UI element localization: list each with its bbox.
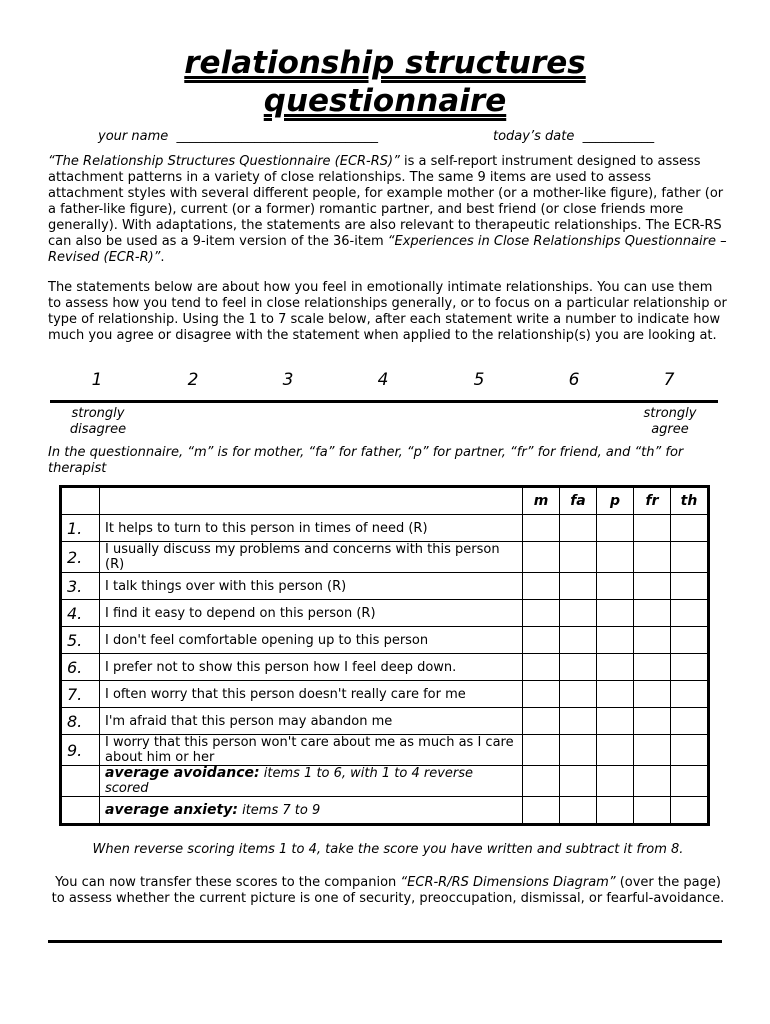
item-statement: I usually discuss my problems and concerns with this person (R) (100, 542, 523, 573)
answer-cell-fa[interactable] (560, 654, 597, 681)
anxiety-cell-fa[interactable] (560, 797, 597, 825)
average-anxiety-label: average anxiety: (105, 801, 238, 818)
column-header-p: p (597, 487, 634, 515)
intro-body: is a self-report instrument designed to assess attachment patterns in a variety of close relationships. The same 9 items are used to assess attachment styles with several different people, for example mother (or a mother-like figure), father (or a father-like figure), current (or a former) romantic partner, and best friend (or close friends more generally). With adaptations, the statements are also relevant to therapeutic relationships. The ECR-RS can also be used as a 9-item version of the 36-item (48, 154, 724, 249)
avoidance-cell-p[interactable] (597, 766, 634, 797)
scale-number-1: 1 (91, 370, 103, 390)
intro-paragraph (48, 154, 728, 266)
answer-cell-th[interactable] (671, 735, 709, 766)
answer-cell-fa[interactable] (560, 735, 597, 766)
column-header-fr: fr (634, 487, 671, 515)
answer-cell-th[interactable] (671, 708, 709, 735)
answer-cell-m[interactable] (523, 600, 560, 627)
answer-cell-fa[interactable] (560, 573, 597, 600)
table-row (61, 542, 709, 573)
scale-number-3: 3 (282, 370, 294, 390)
scale-low-anchor: strongly disagree (69, 406, 127, 437)
table-row (61, 735, 709, 766)
scale-high-anchor: strongly agree (643, 406, 697, 437)
answer-cell-p[interactable] (597, 573, 634, 600)
transfer-paragraph (48, 875, 728, 907)
item-statement: I find it easy to depend on this person (R) (100, 600, 523, 627)
header-num-cell (61, 487, 100, 515)
scale-number-2: 2 (187, 370, 199, 390)
answer-cell-p[interactable] (597, 600, 634, 627)
date-field[interactable] (493, 129, 654, 144)
answer-cell-fr[interactable] (634, 573, 671, 600)
answer-cell-th[interactable] (671, 515, 709, 542)
item-number: 3. (61, 573, 100, 600)
answer-cell-m[interactable] (523, 708, 560, 735)
scale-number-4: 4 (377, 370, 389, 390)
average-anxiety-note: items 7 to 9 (237, 802, 321, 818)
intro-ecr-ref: “Experiences in Close Relationships Questionnaire – Revised (ECR-R)” (48, 234, 727, 265)
footer-rule (48, 940, 722, 943)
answer-cell-th[interactable] (671, 573, 709, 600)
transfer-diagram-ref: “ECR-R/RS Dimensions Diagram” (400, 875, 616, 890)
answer-cell-m[interactable] (523, 627, 560, 654)
answer-cell-p[interactable] (597, 627, 634, 654)
answer-cell-th[interactable] (671, 654, 709, 681)
scale-number-6: 6 (568, 370, 580, 390)
item-statement: I don't feel comfortable opening up to this person (100, 627, 523, 654)
item-number: 4. (61, 600, 100, 627)
item-statement: I often worry that this person doesn't really care for me (100, 681, 523, 708)
average-avoidance-label-cell (100, 766, 523, 797)
answer-cell-fr[interactable] (634, 681, 671, 708)
answer-cell-m[interactable] (523, 515, 560, 542)
avoidance-cell-fr[interactable] (634, 766, 671, 797)
scale-number-5: 5 (473, 370, 485, 390)
column-header-m: m (523, 487, 560, 515)
intro-end: . (160, 250, 165, 265)
answer-cell-p[interactable] (597, 708, 634, 735)
answer-cell-m[interactable] (523, 573, 560, 600)
answer-cell-m[interactable] (523, 654, 560, 681)
table-header-row (61, 487, 709, 515)
item-number: 9. (61, 735, 100, 766)
table-row (61, 515, 709, 542)
anxiety-cell-m[interactable] (523, 797, 560, 825)
intro-title-ref: “The Relationship Structures Questionnaire (ECR-RS)” (48, 154, 400, 169)
item-number: 7. (61, 681, 100, 708)
legend-text: In the questionnaire, “m” is for mother, “fa” for father, “p” for partner, “fr” for friend, and “th” for therapist (48, 445, 684, 476)
date-blank[interactable]: ___________ (582, 129, 655, 144)
answer-cell-m[interactable] (523, 735, 560, 766)
column-header-fa: fa (560, 487, 597, 515)
title-line-1: relationship structures (184, 45, 586, 81)
instructions-paragraph: The statements below are about how you feel in emotionally intimate relationships. You can use them to assess how you tend to feel in close relationships generally, or to focus on a particular relationship or type of relationship. Using the 1 to 7 scale below, after each statement write a number to indicate how much you agree or disagree with the statement when applied to the relationship(s) you are looking at. (48, 280, 727, 343)
table-row (61, 654, 709, 681)
anxiety-cell-fr[interactable] (634, 797, 671, 825)
table-row (61, 681, 709, 708)
column-header-th: th (671, 487, 709, 515)
table-row (61, 573, 709, 600)
header-statement-cell (100, 487, 523, 515)
answer-cell-fr[interactable] (634, 515, 671, 542)
avoidance-cell-th[interactable] (671, 766, 709, 797)
average-avoidance-row (61, 766, 709, 797)
table-row (61, 627, 709, 654)
item-statement: I talk things over with this person (R) (100, 573, 523, 600)
answer-cell-fa[interactable] (560, 708, 597, 735)
average-avoidance-label: average avoidance: (105, 765, 260, 781)
item-statement: I'm afraid that this person may abandon me (100, 708, 523, 735)
empty-num-cell (61, 766, 100, 797)
transfer-part-3: (over the page) to assess whether the current picture is one of security, preoccupation, dismissal, or fearful-avoidance. (51, 875, 725, 906)
answer-cell-fr[interactable] (634, 542, 671, 573)
answer-cell-fr[interactable] (634, 708, 671, 735)
answer-cell-fa[interactable] (560, 627, 597, 654)
anxiety-cell-p[interactable] (597, 797, 634, 825)
name-label: your name (98, 129, 169, 144)
answer-cell-fa[interactable] (560, 515, 597, 542)
item-number: 5. (61, 627, 100, 654)
answer-cell-fr[interactable] (634, 735, 671, 766)
scale-number-7: 7 (663, 370, 675, 390)
answer-cell-th[interactable] (671, 681, 709, 708)
answer-cell-p[interactable] (597, 515, 634, 542)
answer-cell-fa[interactable] (560, 542, 597, 573)
empty-num-cell (61, 797, 100, 825)
answer-cell-th[interactable] (671, 542, 709, 573)
answer-cell-p[interactable] (597, 735, 634, 766)
item-statement: It helps to turn to this person in times of need (R) (100, 515, 523, 542)
item-statement: I worry that this person won't care about me as much as I care about him or her (100, 735, 523, 766)
transfer-part-1: You can now transfer these scores to the companion (55, 875, 401, 890)
average-avoidance-note: items 1 to 6, with 1 to 4 reverse scored (105, 766, 474, 796)
date-label: today’s date (493, 129, 575, 144)
average-anxiety-label-cell (100, 797, 523, 825)
item-statement: I prefer not to show this person how I feel deep down. (100, 654, 523, 681)
answer-cell-fr[interactable] (634, 600, 671, 627)
name-blank[interactable]: _______________________________ (176, 129, 378, 144)
avoidance-cell-m[interactable] (523, 766, 560, 797)
item-number: 8. (61, 708, 100, 735)
scale-line (50, 400, 718, 403)
item-number: 6. (61, 654, 100, 681)
table-row (61, 600, 709, 627)
name-field[interactable] (98, 129, 378, 144)
item-number: 1. (61, 515, 100, 542)
item-number: 2. (61, 542, 100, 573)
answer-cell-m[interactable] (523, 681, 560, 708)
answer-cell-p[interactable] (597, 542, 634, 573)
reverse-scoring-note: When reverse scoring items 1 to 4, take the score you have written and subtract it from 8. (92, 842, 684, 857)
answer-cell-th[interactable] (671, 600, 709, 627)
questionnaire-table (59, 485, 710, 826)
anxiety-cell-th[interactable] (671, 797, 709, 825)
answer-cell-th[interactable] (671, 627, 709, 654)
answer-cell-m[interactable] (523, 542, 560, 573)
answer-cell-fr[interactable] (634, 627, 671, 654)
average-anxiety-row (61, 797, 709, 825)
title-line-2: questionnaire (263, 83, 507, 119)
avoidance-cell-fa[interactable] (560, 766, 597, 797)
answer-cell-fa[interactable] (560, 600, 597, 627)
answer-cell-fa[interactable] (560, 681, 597, 708)
answer-cell-fr[interactable] (634, 654, 671, 681)
page-title (0, 44, 770, 120)
answer-cell-p[interactable] (597, 654, 634, 681)
answer-cell-p[interactable] (597, 681, 634, 708)
table-row (61, 708, 709, 735)
